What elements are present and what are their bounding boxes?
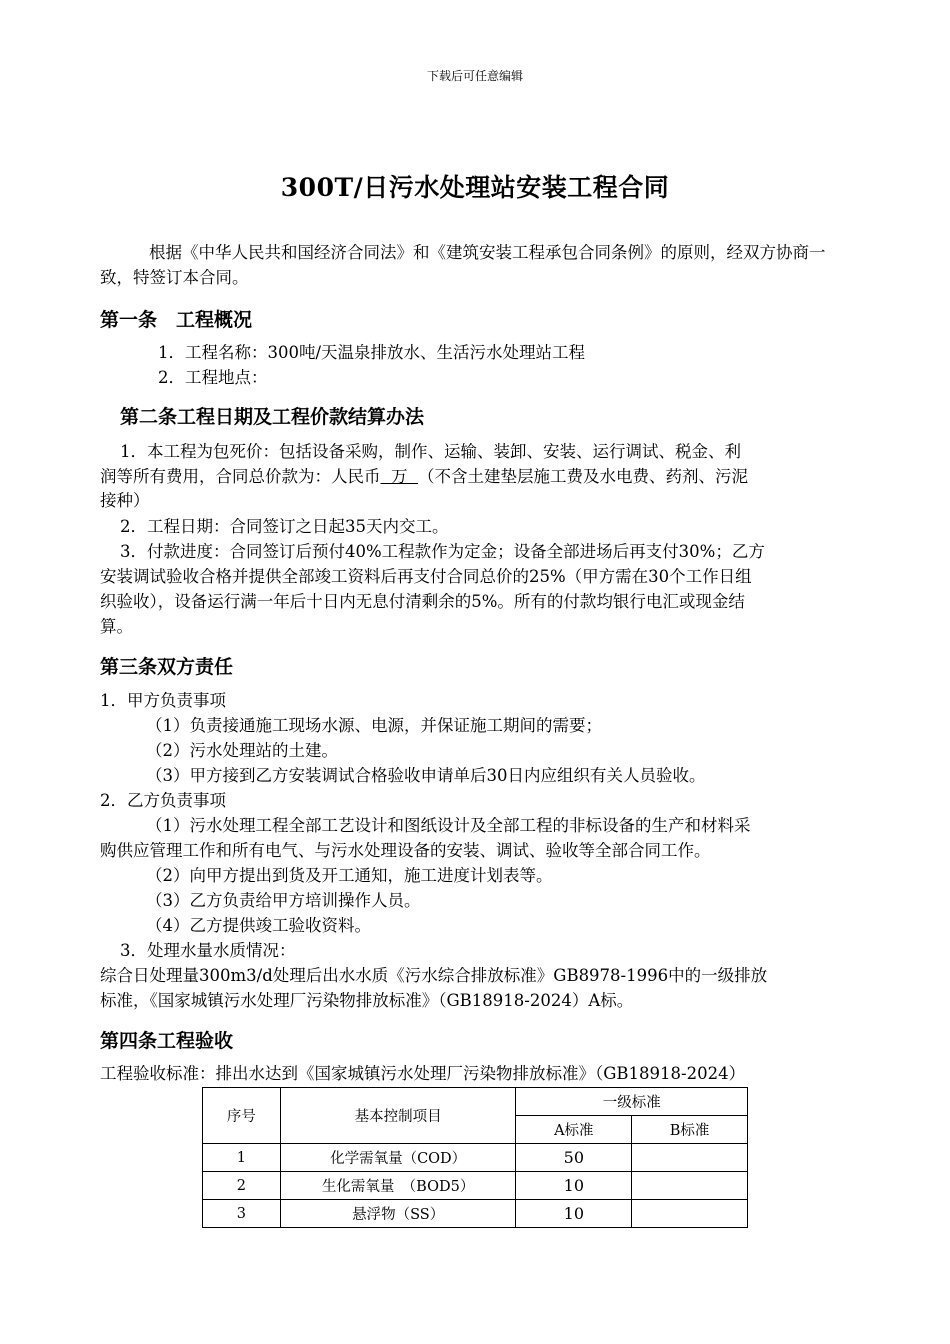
row-item: 化学需氧量（COD） <box>280 1144 516 1172</box>
row-no: 2 <box>203 1172 281 1200</box>
header-standard-b: B标准 <box>632 1116 748 1144</box>
row-b-value <box>632 1200 748 1228</box>
intro-paragraph: 根据《中华人民共和国经济合同法》和《建筑安装工程承包合同条例》的原则，经双方协商一致，特签订本合同。 <box>100 243 826 287</box>
header-note: 下载后可任意编辑 <box>426 69 523 83</box>
row-b-value <box>632 1172 748 1200</box>
table-row <box>203 1172 748 1200</box>
art2-p3-line1: 3．付款进度：合同签订后预付40%工程款作为定金；设备全部进场后再支付30%；乙方 <box>120 542 765 561</box>
art2-p1-text-cont: （不含土建垫层施工费及水电费、药剂、污泥 <box>417 467 748 486</box>
art2-p3-line4: 算。 <box>100 617 133 636</box>
contract-amount: 万 <box>380 467 418 486</box>
art2-p1-line1: 1．本工程为包死价：包括设备采购，制作、运输、装卸、安装、运行调试、税金、利 <box>120 442 741 461</box>
art2-p3-line2: 安装调试验收合格并提供全部竣工资料后再支付合同总价的25%（甲方需在30个工作日组 <box>100 567 752 586</box>
project-location: 2．工程地点： <box>158 368 268 387</box>
header-item: 基本控制项目 <box>280 1088 516 1144</box>
header-level-1: 一级标准 <box>516 1088 748 1116</box>
row-item: 悬浮物（SS） <box>280 1200 516 1228</box>
art2-p1-text: 润等所有费用，合同总价款为：人民币 <box>100 467 381 486</box>
art2-p2: 2．工程日期：合同签订之日起35天内交工。 <box>120 517 449 536</box>
row-a-value: 50 <box>516 1144 632 1172</box>
row-no: 3 <box>203 1200 281 1228</box>
row-b-value <box>632 1144 748 1172</box>
water-quality-heading: 3．处理水量水质情况： <box>120 941 296 960</box>
acceptance-standard: 工程验收标准：排出水达到《国家城镇污水处理厂污染物排放标准》（GB18918-2024） <box>100 1064 746 1083</box>
party-b-item-3: （3）乙方负责给甲方培训操作人员。 <box>146 891 421 910</box>
header-no: 序号 <box>203 1088 281 1144</box>
article-2-heading: 第二条工程日期及工程价款结算办法 <box>120 406 425 428</box>
party-b-item-1b: 购供应管理工作和所有电气、与污水处理设备的安装、调试、验收等全部合同工作。 <box>100 841 711 860</box>
art2-p3-line3: 织验收），设备运行满一年后十日内无息付清剩余的5%。所有的付款均银行电汇或现金结 <box>100 592 745 611</box>
article-3-heading: 第三条双方责任 <box>100 656 234 678</box>
party-a-item-3: （3）甲方接到乙方安装调试合格验收申请单后30日内应组织有关人员验收。 <box>146 766 706 785</box>
table-row <box>203 1200 748 1228</box>
party-a-item-1: （1）负责接通施工现场水源、电源，并保证施工期间的需要； <box>146 716 602 735</box>
row-no: 1 <box>203 1144 281 1172</box>
party-b-duties: 2．乙方负责事项 <box>100 791 226 810</box>
art2-p1-line2 <box>100 465 748 489</box>
table-row <box>203 1144 748 1172</box>
party-b-item-2: （2）向甲方提出到货及开工通知，施工进度计划表等。 <box>146 866 553 885</box>
header-standard-a: A标准 <box>516 1116 632 1144</box>
water-quality-line2: 标准，《国家城镇污水处理厂污染物排放标准》（GB18918-2024）A标。 <box>100 991 634 1010</box>
art2-p1-line3: 接种） <box>100 491 150 510</box>
water-quality-line1: 综合日处理量300m3/d处理后出水水质《污水综合排放标准》GB8978-1996中的一级排放 <box>100 966 768 985</box>
article-4-heading: 第四条工程验收 <box>100 1030 234 1052</box>
party-a-duties: 1．甲方负责事项 <box>100 691 226 710</box>
contract-title: 300T/日污水处理站安装工程合同 <box>280 173 670 202</box>
row-a-value: 10 <box>516 1200 632 1228</box>
project-name: 1．工程名称：300吨/天温泉排放水、生活污水处理站工程 <box>158 343 586 362</box>
discharge-standard-table <box>202 1087 748 1228</box>
row-item: 生化需氧量 （BOD5） <box>280 1172 516 1200</box>
party-a-item-2: （2）污水处理站的土建。 <box>146 741 338 760</box>
party-b-item-4: （4）乙方提供竣工验收资料。 <box>146 916 371 935</box>
party-b-item-1a: （1）污水处理工程全部工艺设计和图纸设计及全部工程的非标设备的生产和材料采 <box>146 816 751 835</box>
row-a-value: 10 <box>516 1172 632 1200</box>
article-1-heading: 第一条 工程概况 <box>100 309 253 331</box>
